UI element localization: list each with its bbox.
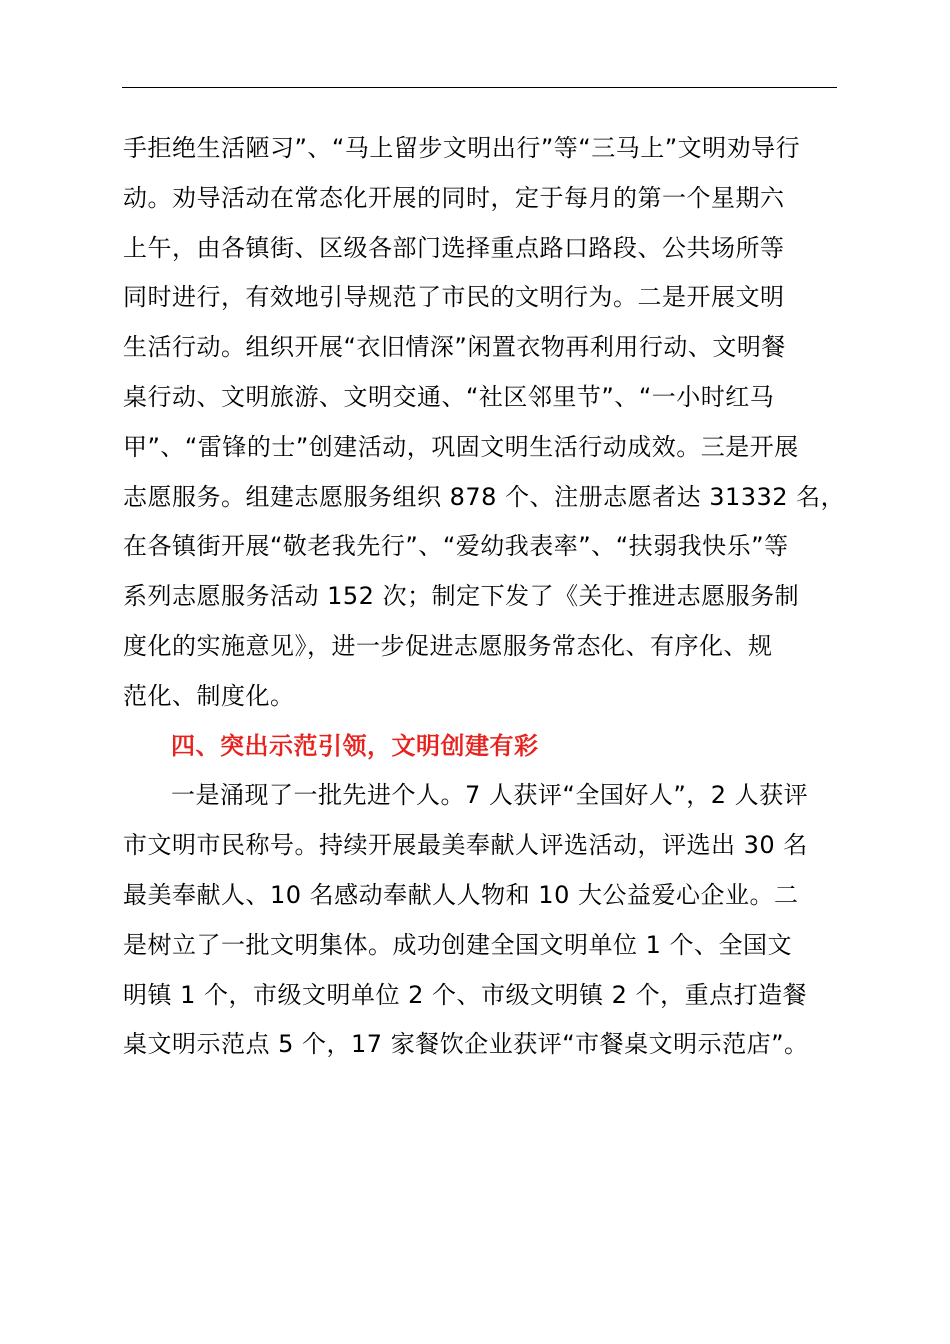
text-line: 桌行动、文明旅游、文明交通、“社区邻里节”、“一小时红马 bbox=[123, 382, 775, 411]
text-line: 一是涌现了一批先进个人。7 人获评“全国好人”，2 人获评 bbox=[171, 781, 809, 810]
text-line: 是树立了一批文明集体。成功创建全国文明单位 1 个、全国文 bbox=[123, 930, 793, 959]
paragraph-exemplary-models bbox=[123, 771, 839, 1070]
text-line: 在各镇街开展“敬老我先行”、“爱幼我表率”、“扶弱我快乐”等 bbox=[123, 532, 789, 561]
text-line: 甲”、“雷锋的士”创建活动，巩固文明生活行动成效。三是开展 bbox=[123, 432, 799, 461]
text-line: 明镇 1 个，市级文明单位 2 个、市级文明镇 2 个，重点打造餐 bbox=[123, 980, 808, 1009]
paragraph-volunteer-civility bbox=[123, 124, 846, 722]
document-body bbox=[123, 124, 846, 1070]
text-line: 桌文明示范点 5 个，17 家餐饮企业获评“市餐桌文明示范店”。 bbox=[123, 1030, 809, 1059]
text-line: 手拒绝生活陋习”、“马上留步文明出行”等“三马上”文明劝导行 bbox=[123, 134, 801, 162]
text-line: 最美奉献人、10 名感动奉献人人物和 10 大公益爱心企业。二 bbox=[123, 880, 799, 909]
text-line: 市文明市民称号。持续开展最美奉献人评选活动，评选出 30 名 bbox=[123, 831, 808, 860]
text-line: 动。劝导活动在常态化开展的同时，定于每月的第一个星期六 bbox=[123, 183, 785, 212]
text-line: 上午，由各镇街、区级各部门选择重点路口路段、公共场所等 bbox=[123, 233, 785, 262]
text-line: 度化的实施意见》，进一步促进志愿服务常态化、有序化、规 bbox=[123, 631, 773, 660]
text-line: 范化、制度化。 bbox=[123, 681, 295, 710]
text-line: 系列志愿服务活动 152 次；制定下发了《关于推进志愿服务制 bbox=[123, 582, 800, 611]
section-heading: 四、突出示范引领，文明创建有彩 bbox=[171, 731, 539, 760]
text-line: 生活行动。组织开展“衣旧情深”闲置衣物再利用行动、文明餐 bbox=[123, 333, 786, 362]
header-rule bbox=[122, 87, 837, 88]
text-line: 同时进行，有效地引导规范了市民的文明行为。二是开展文明 bbox=[123, 283, 785, 312]
text-line: 志愿服务。组建志愿服务组织 878 个、注册志愿者达 31332 名， bbox=[123, 482, 846, 511]
